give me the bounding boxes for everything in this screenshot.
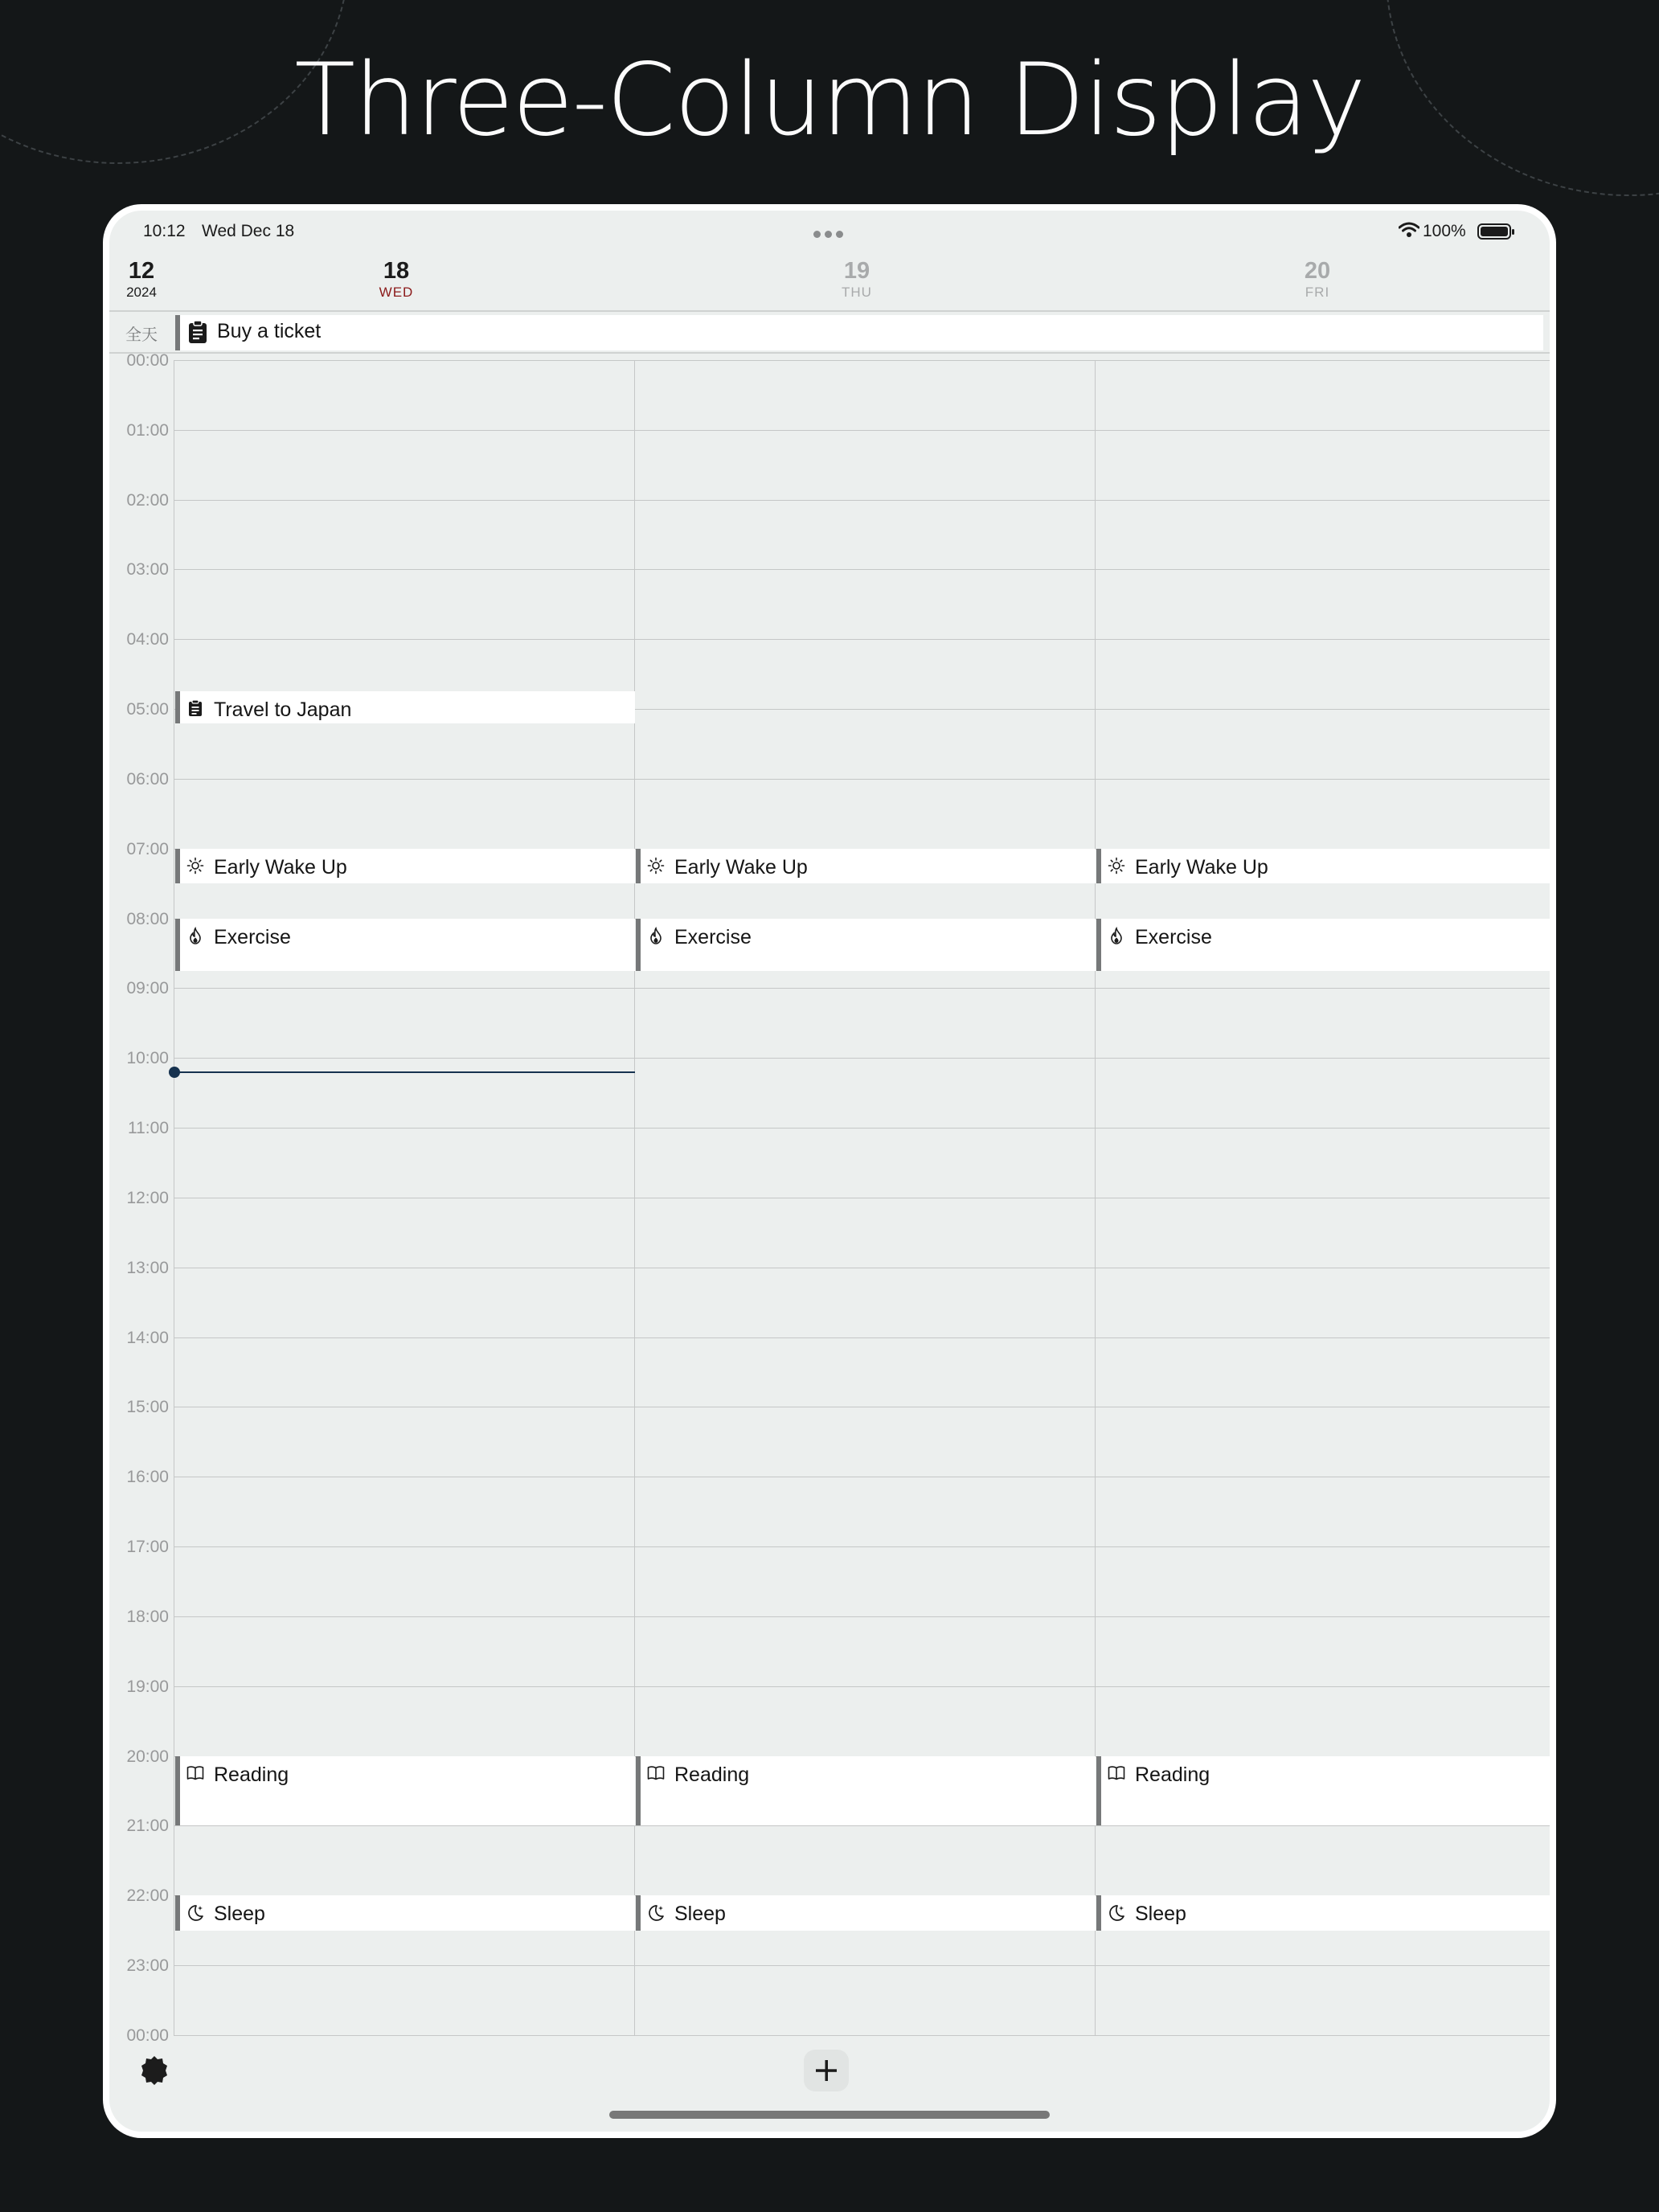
day-number: 19 [843,258,870,284]
hour-gridline [174,988,1550,989]
event-block[interactable] [175,919,635,971]
event-block[interactable] [175,1895,635,1930]
hour-label: 03:00 [126,560,169,580]
sun-icon [647,857,665,875]
hour-label: 00:00 [126,2026,169,2045]
day-header-thu[interactable] [797,257,917,301]
hour-label: 13:00 [126,1258,169,1277]
plus-icon [804,2050,849,2091]
calendar-screen [109,211,1550,2132]
header-divider [109,310,1550,312]
battery-icon [1477,223,1511,240]
event-title: Early Wake Up [1135,855,1268,879]
book-icon [1108,1764,1125,1782]
sun-icon [1108,857,1125,875]
hour-gridline [174,1546,1550,1547]
ipad-frame [103,204,1556,2138]
hour-gridline [174,639,1550,640]
status-date: Wed Dec 18 [202,222,295,240]
day-header-fri[interactable] [1257,257,1378,301]
hour-gridline [174,1965,1550,1966]
event-title: Exercise [674,925,752,948]
add-event-button[interactable] [804,2050,849,2091]
battery-percent: 100% [1423,222,1466,240]
book-icon [647,1764,665,1782]
multitasking-dots-icon[interactable] [813,227,847,242]
hour-label: 18:00 [126,1607,169,1626]
event-block[interactable] [636,919,1096,971]
hour-gridline [174,430,1550,431]
all-day-label: 全天 [125,326,158,344]
hour-gridline [174,500,1550,501]
hour-label: 14:00 [126,1328,169,1347]
moon-icon [186,1903,204,1921]
current-time-dot [169,1067,180,1078]
book-icon [186,1764,204,1782]
hour-label: 01:00 [126,420,169,440]
status-time: 10:12 [143,222,186,240]
event-title: Sleep [1135,1903,1186,1926]
event-title: Early Wake Up [674,855,808,879]
all-day-event[interactable] [175,315,1543,350]
clipboard-icon [186,699,204,717]
hour-gridline [174,1616,1550,1617]
sun-icon [186,857,204,875]
hour-label: 09:00 [126,979,169,998]
hour-label: 20:00 [126,1747,169,1766]
hour-label: 00:00 [126,351,169,370]
event-title: Sleep [674,1903,726,1926]
hour-label: 06:00 [126,769,169,789]
event-title: Early Wake Up [214,855,347,879]
month-year-header [109,257,174,301]
day-number: 20 [1304,258,1331,284]
hour-gridline [174,779,1550,780]
event-block[interactable] [1096,1895,1550,1930]
current-time-line [174,1071,635,1073]
hour-gridline [174,360,1550,361]
clipboard-icon [188,320,207,344]
hour-label: 08:00 [126,909,169,928]
hour-gridline [174,1825,1550,1826]
flame-icon [647,927,665,944]
hour-gridline [174,2035,1550,2036]
day-weekday: WED [379,285,414,300]
day-number: 18 [383,258,410,284]
day-weekday: FRI [1305,285,1330,300]
event-block[interactable] [175,691,635,723]
all-day-divider [109,352,1550,354]
hour-label: 17:00 [126,1538,169,1557]
flame-icon [186,927,204,944]
event-title: Sleep [214,1903,265,1926]
month-number: 12 [128,258,155,284]
event-block[interactable] [175,1756,635,1826]
all-day-event-title: Buy a ticket [217,320,322,342]
hour-gridline [174,1058,1550,1059]
year-label: 2024 [126,285,157,300]
event-block[interactable] [1096,919,1550,971]
moon-icon [1108,1903,1125,1921]
hour-label: 16:00 [126,1468,169,1487]
hour-label: 02:00 [126,490,169,510]
hour-label: 07:00 [126,839,169,858]
event-title: Reading [1135,1763,1210,1786]
hour-label: 23:00 [126,1956,169,1976]
hour-label: 04:00 [126,630,169,649]
event-title: Travel to Japan [214,698,352,722]
gear-icon[interactable] [138,2054,170,2087]
flame-icon [1108,927,1125,944]
moon-icon [647,1903,665,1921]
event-block[interactable] [636,849,1096,883]
hour-label: 10:00 [126,1049,169,1068]
event-title: Exercise [214,925,291,948]
hour-label: 19:00 [126,1677,169,1696]
event-title: Reading [674,1763,750,1786]
event-block[interactable] [175,849,635,883]
hour-label: 22:00 [126,1886,169,1906]
event-block[interactable] [636,1756,1096,1826]
headline: Three-Column Display [294,43,1365,158]
event-title: Exercise [1135,925,1212,948]
hour-label: 11:00 [128,1119,169,1138]
status-bar [109,211,1550,243]
event-block[interactable] [636,1895,1096,1930]
hour-label: 05:00 [126,700,169,719]
wifi-icon [1399,222,1419,238]
day-header-wed[interactable] [336,257,457,301]
event-block[interactable] [1096,849,1550,883]
hour-gridline [174,1128,1550,1129]
event-block[interactable] [1096,1756,1550,1826]
hour-gridline [174,1337,1550,1338]
home-indicator[interactable] [609,2111,1050,2119]
hour-gridline [174,1686,1550,1687]
hour-label: 21:00 [126,1817,169,1836]
hour-label: 12:00 [126,1188,169,1207]
day-weekday: THU [842,285,872,300]
hour-gridline [174,569,1550,570]
hour-label: 15:00 [126,1398,169,1417]
event-title: Reading [214,1763,289,1786]
